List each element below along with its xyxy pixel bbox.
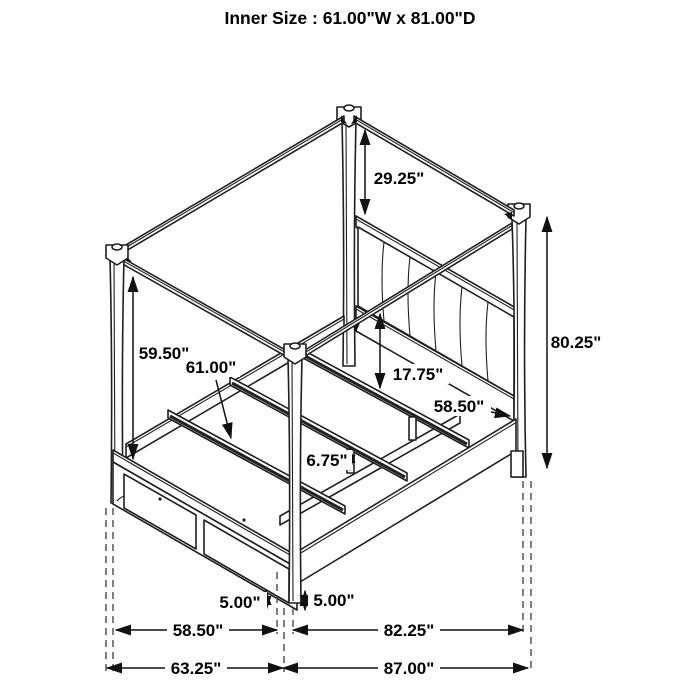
dim-headboard-to-deck: 17.75" (392, 365, 444, 384)
dim-slat-span: 58.50" (433, 397, 485, 416)
dim-overall-width: 63.25" (170, 659, 222, 678)
page-title: Inner Size : 61.00"W x 81.00"D (224, 8, 476, 28)
dim-canopy-foot-clearance: 59.50" (138, 344, 190, 363)
dim-rail-floor-gap: 5.00" (313, 591, 355, 610)
dim-footboard-inner-width: 58.50" (172, 621, 224, 640)
dim-overall-depth: 87.00" (383, 659, 435, 678)
dim-slat-leg-height: 6.75" (306, 451, 348, 470)
dimension-labels (139, 8, 602, 678)
dim-footboard-floor-gap: 5.00" (219, 593, 261, 612)
dim-post-height: 80.25" (550, 333, 602, 352)
dim-side-rail-length: 82.25" (383, 621, 435, 640)
canopy-frame (114, 115, 514, 258)
dim-inner-width: 61.00" (185, 358, 237, 377)
footboard (113, 450, 297, 610)
dim-canopy-to-headboard: 29.25" (373, 169, 425, 188)
